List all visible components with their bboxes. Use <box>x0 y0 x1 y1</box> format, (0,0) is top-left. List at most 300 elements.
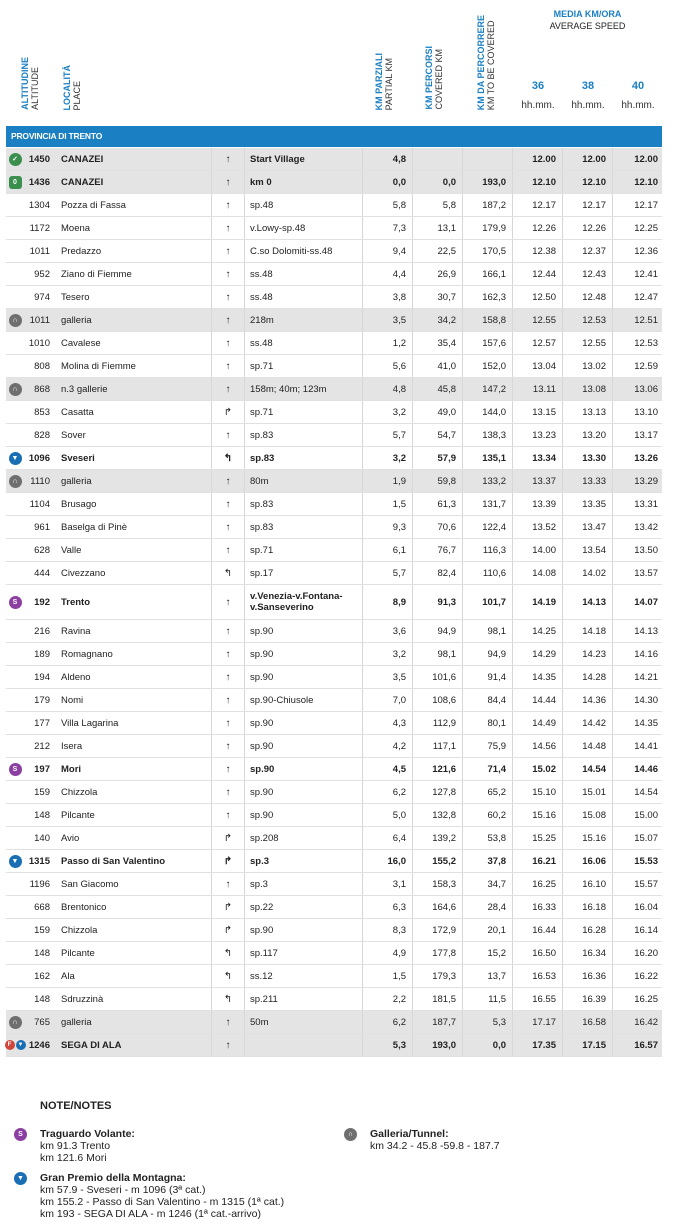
place-cell: n.3 gallerie <box>61 383 108 395</box>
partial-km-cell: 5,8 <box>362 194 412 216</box>
altitude-cell: 1196 <box>29 878 50 890</box>
remaining-km-cell: 37,8 <box>462 850 512 872</box>
place-cell: Chizzola <box>61 924 98 936</box>
direction-cell: ↑ <box>211 804 245 826</box>
time-36-cell: 17.35 <box>512 1034 562 1056</box>
covered-km-cell: 139,2 <box>412 827 462 849</box>
table-row <box>6 1011 662 1034</box>
partial-km-cell: 3,6 <box>362 620 412 642</box>
partial-km-cell: 6,2 <box>362 1011 412 1033</box>
time-40-cell: 12.59 <box>612 355 662 377</box>
table-row <box>6 355 662 378</box>
direction-cell: ↱ <box>211 896 245 918</box>
note-line: km 57.9 - Sveseri - m 1096 (3ª cat.) <box>40 1184 206 1196</box>
row-icon <box>6 309 24 331</box>
covered-km-cell: 82,4 <box>412 562 462 584</box>
remaining-km-cell: 84,4 <box>462 689 512 711</box>
place-cell: Moena <box>61 222 91 234</box>
speed-40-header: 40 hh.mm. <box>621 80 655 111</box>
remaining-km-cell: 166,1 <box>462 263 512 285</box>
time-36-cell: 13.52 <box>512 516 562 538</box>
row-icon <box>6 470 24 492</box>
partial-km-cell: 9,4 <box>362 240 412 262</box>
covered-km-cell: 158,3 <box>412 873 462 895</box>
road-cell: sp.3 <box>250 855 270 867</box>
road-cell: sp.90 <box>250 671 274 683</box>
road-cell: sp.117 <box>250 947 278 959</box>
row-icon <box>6 942 24 964</box>
time-36-cell: 14.00 <box>512 539 562 561</box>
row-icon <box>6 620 24 642</box>
row-icon <box>6 666 24 688</box>
table-row <box>6 643 662 666</box>
covered-km-cell: 164,6 <box>412 896 462 918</box>
direction-cell: ↑ <box>211 712 245 734</box>
direction-cell: ↑ <box>211 781 245 803</box>
covered-km-cell: 172,9 <box>412 919 462 941</box>
partial-km-cell: 3,5 <box>362 666 412 688</box>
covered-km-cell: 0,0 <box>412 171 462 193</box>
partial-km-cell: 4,3 <box>362 712 412 734</box>
altitude-cell: 212 <box>34 740 50 752</box>
covered-km-cell: 108,6 <box>412 689 462 711</box>
row-icon <box>6 758 24 780</box>
altitude-cell: 197 <box>34 763 50 775</box>
direction-cell: ↑ <box>211 735 245 757</box>
direction-cell: ↑ <box>211 493 245 515</box>
covered-km-cell: 187,7 <box>412 1011 462 1033</box>
table-row <box>6 240 662 263</box>
time-36-cell: 12.17 <box>512 194 562 216</box>
time-38-cell: 12.26 <box>562 217 612 239</box>
covered-km-cell <box>412 148 462 170</box>
time-40-cell: 14.41 <box>612 735 662 757</box>
time-36-cell: 16.25 <box>512 873 562 895</box>
place-cell: Brusago <box>61 498 97 510</box>
place-cell: Pilcante <box>61 809 95 821</box>
km0-icon: 0 <box>9 176 22 189</box>
altitude-cell: 668 <box>34 901 50 913</box>
time-38-cell: 13.13 <box>562 401 612 423</box>
time-36-cell: 17.17 <box>512 1011 562 1033</box>
time-36-cell: 12.57 <box>512 332 562 354</box>
remaining-km-cell <box>462 148 512 170</box>
remaining-km-cell: 28,4 <box>462 896 512 918</box>
road-cell: sp.71 <box>250 360 274 372</box>
note-line: km 155.2 - Passo di San Valentino - m 1315 (1ª cat.) <box>40 1196 285 1208</box>
time-40-cell: 16.14 <box>612 919 662 941</box>
place-cell: CANAZEI <box>61 153 104 165</box>
row-icon <box>6 516 24 538</box>
time-36-cell: 12.10 <box>512 171 562 193</box>
row-icon <box>6 1034 24 1056</box>
covered-km-cell: 34,2 <box>412 309 462 331</box>
time-36-cell: 14.25 <box>512 620 562 642</box>
note-tunnel <box>347 1128 630 1152</box>
table-header <box>0 0 675 124</box>
time-36-cell: 14.56 <box>512 735 562 757</box>
table-row <box>6 539 662 562</box>
road-cell: v.Lowy-sp.48 <box>250 222 306 234</box>
direction-cell: ↱ <box>211 919 245 941</box>
row-icon <box>6 988 24 1010</box>
road-cell: sp.90 <box>250 924 274 936</box>
time-38-cell: 13.54 <box>562 539 612 561</box>
row-icon <box>6 447 24 469</box>
remaining-km-cell: 98,1 <box>462 620 512 642</box>
table-row <box>6 424 662 447</box>
time-36-cell: 15.16 <box>512 804 562 826</box>
remaining-km-cell: 71,4 <box>462 758 512 780</box>
remaining-km-cell: 133,2 <box>462 470 512 492</box>
time-38-cell: 12.55 <box>562 332 612 354</box>
altitude-cell: 952 <box>34 268 50 280</box>
remaining-km-cell: 152,0 <box>462 355 512 377</box>
time-38-cell: 13.02 <box>562 355 612 377</box>
partial-km-cell: 3,2 <box>362 643 412 665</box>
remaining-km-cell: 60,2 <box>462 804 512 826</box>
altitude-cell: 628 <box>34 544 50 556</box>
remaining-km-cell: 144,0 <box>462 401 512 423</box>
partial-km-cell: 5,7 <box>362 562 412 584</box>
altitude-cell: 194 <box>34 671 50 683</box>
place-cell: Civezzano <box>61 567 106 579</box>
road-cell: ss.48 <box>250 268 273 280</box>
altitude-cell: 216 <box>34 625 50 637</box>
covered-km-cell: 61,3 <box>412 493 462 515</box>
time-36-cell: 14.44 <box>512 689 562 711</box>
partial-km-cell: 5,7 <box>362 424 412 446</box>
place-cell: Aldeno <box>61 671 91 683</box>
time-38-cell: 14.42 <box>562 712 612 734</box>
partial-km-cell: 4,9 <box>362 942 412 964</box>
altitude-cell: 159 <box>34 786 50 798</box>
partial-km-cell: 3,8 <box>362 286 412 308</box>
direction-cell: ↑ <box>211 666 245 688</box>
note-line: km 193 - SEGA DI ALA - m 1246 (1ª cat.-arrivo) <box>40 1208 261 1220</box>
time-36-cell: 12.38 <box>512 240 562 262</box>
row-icon <box>6 378 24 400</box>
gpm-icon: ▼ <box>14 1172 27 1185</box>
row-icon <box>6 643 24 665</box>
altitude-cell: 1011 <box>29 314 50 326</box>
road-cell: sp.83 <box>250 521 274 533</box>
road-cell: sp.211 <box>250 993 278 1005</box>
altitude-cell: 828 <box>34 429 50 441</box>
direction-cell: ↑ <box>211 620 245 642</box>
time-36-cell: 15.02 <box>512 758 562 780</box>
altitude-cell: 179 <box>34 694 50 706</box>
direction-cell: ↑ <box>211 240 245 262</box>
time-38-cell: 16.39 <box>562 988 612 1010</box>
direction-cell: ↑ <box>211 194 245 216</box>
remaining-km-cell: 75,9 <box>462 735 512 757</box>
road-cell <box>250 1034 362 1056</box>
time-38-cell: 12.43 <box>562 263 612 285</box>
partial-km-cell: 4,4 <box>362 263 412 285</box>
time-36-cell: 16.50 <box>512 942 562 964</box>
time-40-cell: 16.20 <box>612 942 662 964</box>
covered-km-cell: 5,8 <box>412 194 462 216</box>
time-38-cell: 12.00 <box>562 148 612 170</box>
table-row <box>6 758 662 781</box>
covered-km-cell: 101,6 <box>412 666 462 688</box>
road-cell: C.so Dolomiti-ss.48 <box>250 245 333 257</box>
table-row <box>6 850 662 873</box>
partial-km-cell: 9,3 <box>362 516 412 538</box>
remaining-km-cell: 193,0 <box>462 171 512 193</box>
table-row <box>6 378 662 401</box>
time-38-cell: 12.10 <box>562 171 612 193</box>
direction-cell: ↑ <box>211 539 245 561</box>
altitude-cell: 1246 <box>28 1039 50 1051</box>
time-38-cell: 13.30 <box>562 447 612 469</box>
altitude-cell: 192 <box>34 596 50 608</box>
table-row <box>6 735 662 758</box>
altitude-cell: 974 <box>34 291 50 303</box>
time-38-cell: 13.35 <box>562 493 612 515</box>
table-row <box>6 988 662 1011</box>
direction-cell: ↑ <box>211 378 245 400</box>
time-36-cell: 14.35 <box>512 666 562 688</box>
tunnel-icon: ∩ <box>9 1016 22 1029</box>
row-icon <box>6 585 24 619</box>
time-38-cell: 16.06 <box>562 850 612 872</box>
time-38-cell: 14.18 <box>562 620 612 642</box>
note-gpm-title: Gran Premio della Montagna: <box>40 1172 186 1184</box>
row-icon <box>6 493 24 515</box>
time-36-cell: 15.10 <box>512 781 562 803</box>
partial-km-cell: 5,6 <box>362 355 412 377</box>
direction-cell: ↑ <box>211 873 245 895</box>
covered-km-cell: 41,0 <box>412 355 462 377</box>
place-cell: Nomi <box>61 694 84 706</box>
time-36-cell: 16.44 <box>512 919 562 941</box>
time-38-cell: 16.58 <box>562 1011 612 1033</box>
covered-km-cell: 45,8 <box>412 378 462 400</box>
time-38-cell: 13.20 <box>562 424 612 446</box>
sprint-icon: S <box>14 1128 27 1141</box>
covered-km-cell: 112,9 <box>412 712 462 734</box>
time-40-cell: 15.07 <box>612 827 662 849</box>
altitude-cell: 853 <box>34 406 50 418</box>
time-40-cell: 16.22 <box>612 965 662 987</box>
direction-cell: ↰ <box>211 965 245 987</box>
time-40-cell: 12.17 <box>612 194 662 216</box>
row-icon <box>6 539 24 561</box>
place-cell: Sdruzzinà <box>61 993 104 1005</box>
altitude-cell: 1172 <box>29 222 50 234</box>
partial-km-cell: 8,9 <box>362 585 412 619</box>
road-cell: sp.3 <box>250 878 268 890</box>
covered-km-cell: 57,9 <box>412 447 462 469</box>
time-38-cell: 12.17 <box>562 194 612 216</box>
row-icon <box>6 148 24 170</box>
speed-36-header: 36 hh.mm. <box>521 80 555 111</box>
direction-cell: ↰ <box>211 562 245 584</box>
time-40-cell: 16.04 <box>612 896 662 918</box>
remaining-km-cell: 170,5 <box>462 240 512 262</box>
table-row <box>6 585 662 620</box>
road-cell: sp.90 <box>250 809 274 821</box>
time-36-cell: 12.44 <box>512 263 562 285</box>
road-cell: 50m <box>250 1016 269 1028</box>
place-cell: Mori <box>61 763 82 775</box>
time-36-cell: 16.53 <box>512 965 562 987</box>
place-cell: CANAZEI <box>61 176 104 188</box>
place-cell: galleria <box>61 475 92 487</box>
partial-km-cell: 6,4 <box>362 827 412 849</box>
direction-cell: ↑ <box>211 332 245 354</box>
table-row <box>6 712 662 735</box>
time-40-cell: 12.10 <box>612 171 662 193</box>
time-36-cell: 16.33 <box>512 896 562 918</box>
time-40-cell: 13.26 <box>612 447 662 469</box>
time-38-cell: 13.33 <box>562 470 612 492</box>
partial-km-cell: 4,8 <box>362 378 412 400</box>
road-cell: sp.22 <box>250 901 274 913</box>
time-38-cell: 15.01 <box>562 781 612 803</box>
table-row <box>6 148 662 171</box>
direction-cell: ↱ <box>211 401 245 423</box>
direction-cell: ↑ <box>211 585 245 619</box>
partial-km-cell: 2,2 <box>362 988 412 1010</box>
covered-km-cell: 127,8 <box>412 781 462 803</box>
time-40-cell: 13.10 <box>612 401 662 423</box>
place-cell: Baselga di Pinè <box>61 521 128 533</box>
time-38-cell: 14.36 <box>562 689 612 711</box>
covered-km-cell: 35,4 <box>412 332 462 354</box>
sprint-icon: S <box>9 763 22 776</box>
tunnel-icon: ∩ <box>9 475 22 488</box>
table-row <box>6 286 662 309</box>
covered-km-cell: 54,7 <box>412 424 462 446</box>
time-36-cell: 12.50 <box>512 286 562 308</box>
partial-km-cell: 7,3 <box>362 217 412 239</box>
time-36-cell: 16.21 <box>512 850 562 872</box>
table-row <box>6 804 662 827</box>
route-table <box>6 148 662 1057</box>
partial-km-cell: 5,0 <box>362 804 412 826</box>
province-bar: PROVINCIA DI TRENTO <box>6 126 662 147</box>
altitude-cell: 189 <box>34 648 50 660</box>
direction-cell: ↑ <box>211 286 245 308</box>
road-cell: sp.90 <box>250 648 274 660</box>
road-cell: sp.83 <box>250 452 275 464</box>
table-row <box>6 942 662 965</box>
time-38-cell: 12.48 <box>562 286 612 308</box>
gpm-icon: ▼ <box>9 855 22 868</box>
remaining-km-cell: 53,8 <box>462 827 512 849</box>
time-38-cell: 16.34 <box>562 942 612 964</box>
row-icon <box>6 689 24 711</box>
partial-km-cell: 3,2 <box>362 401 412 423</box>
time-36-cell: 13.37 <box>512 470 562 492</box>
direction-cell: ↑ <box>211 263 245 285</box>
place-cell: galleria <box>61 314 92 326</box>
altitude-cell: 868 <box>34 383 50 395</box>
place-cell: Ziano di Fiemme <box>61 268 132 280</box>
row-icon <box>6 401 24 423</box>
table-row <box>6 896 662 919</box>
altitude-cell: 444 <box>34 567 50 579</box>
covered-km-cell: 49,0 <box>412 401 462 423</box>
time-36-cell: 12.55 <box>512 309 562 331</box>
row-icon <box>6 804 24 826</box>
table-row <box>6 171 662 194</box>
notes-section <box>17 1100 640 1220</box>
road-cell: sp.90 <box>250 786 274 798</box>
altitude-cell: 1096 <box>28 452 50 464</box>
time-38-cell: 15.16 <box>562 827 612 849</box>
time-40-cell: 12.25 <box>612 217 662 239</box>
road-cell: ss.48 <box>250 291 273 303</box>
partial-km-cell: 6,2 <box>362 781 412 803</box>
partial-km-cell: 4,5 <box>362 758 412 780</box>
table-row <box>6 965 662 988</box>
tunnel-icon: ∩ <box>9 383 22 396</box>
place-cell: Chizzola <box>61 786 98 798</box>
covered-km-cell: 121,6 <box>412 758 462 780</box>
altitude-cell: 159 <box>34 924 50 936</box>
table-row <box>6 1034 662 1057</box>
note-line: km 34.2 - 45.8 -59.8 - 187.7 <box>370 1140 500 1152</box>
sprint-icon: S <box>9 596 22 609</box>
altitude-cell: 177 <box>34 717 50 729</box>
place-cell: Romagnano <box>61 648 113 660</box>
direction-cell: ↑ <box>211 470 245 492</box>
table-row <box>6 263 662 286</box>
time-40-cell: 14.13 <box>612 620 662 642</box>
table-row <box>6 217 662 240</box>
altitude-cell: 1110 <box>30 475 50 487</box>
direction-cell: ↰ <box>211 988 245 1010</box>
time-40-cell: 12.47 <box>612 286 662 308</box>
time-40-cell: 12.53 <box>612 332 662 354</box>
altitude-cell: 1010 <box>28 337 50 349</box>
time-40-cell: 15.57 <box>612 873 662 895</box>
time-40-cell: 14.30 <box>612 689 662 711</box>
row-icon <box>6 562 24 584</box>
row-icon <box>6 896 24 918</box>
table-row <box>6 516 662 539</box>
covered-km-cell: 13,1 <box>412 217 462 239</box>
table-row <box>6 873 662 896</box>
place-cell: Passo di San Valentino <box>61 855 166 867</box>
remaining-km-cell: 116,3 <box>462 539 512 561</box>
time-40-cell: 16.25 <box>612 988 662 1010</box>
road-cell: 158m; 40m; 123m <box>250 383 327 395</box>
partial-km-cell: 4,2 <box>362 735 412 757</box>
remaining-km-cell: 0,0 <box>462 1034 512 1056</box>
row-icon <box>6 240 24 262</box>
remaining-km-cell: 34,7 <box>462 873 512 895</box>
note-sprint-title: Traguardo Volante: <box>40 1128 135 1140</box>
row-icon <box>6 171 24 193</box>
row-icon <box>6 965 24 987</box>
altitude-cell: 162 <box>34 970 50 982</box>
notes-title: NOTE/NOTES <box>40 1100 112 1112</box>
remaining-km-cell: 13,7 <box>462 965 512 987</box>
table-row <box>6 562 662 585</box>
road-cell: sp.90-Chiusole <box>250 694 314 706</box>
direction-cell: ↑ <box>211 516 245 538</box>
partial-km-cell: 1,5 <box>362 493 412 515</box>
time-36-cell: 16.55 <box>512 988 562 1010</box>
road-cell: ss.12 <box>250 970 273 982</box>
covered-km-cell: 181,5 <box>412 988 462 1010</box>
altitude-cell: 148 <box>34 809 50 821</box>
